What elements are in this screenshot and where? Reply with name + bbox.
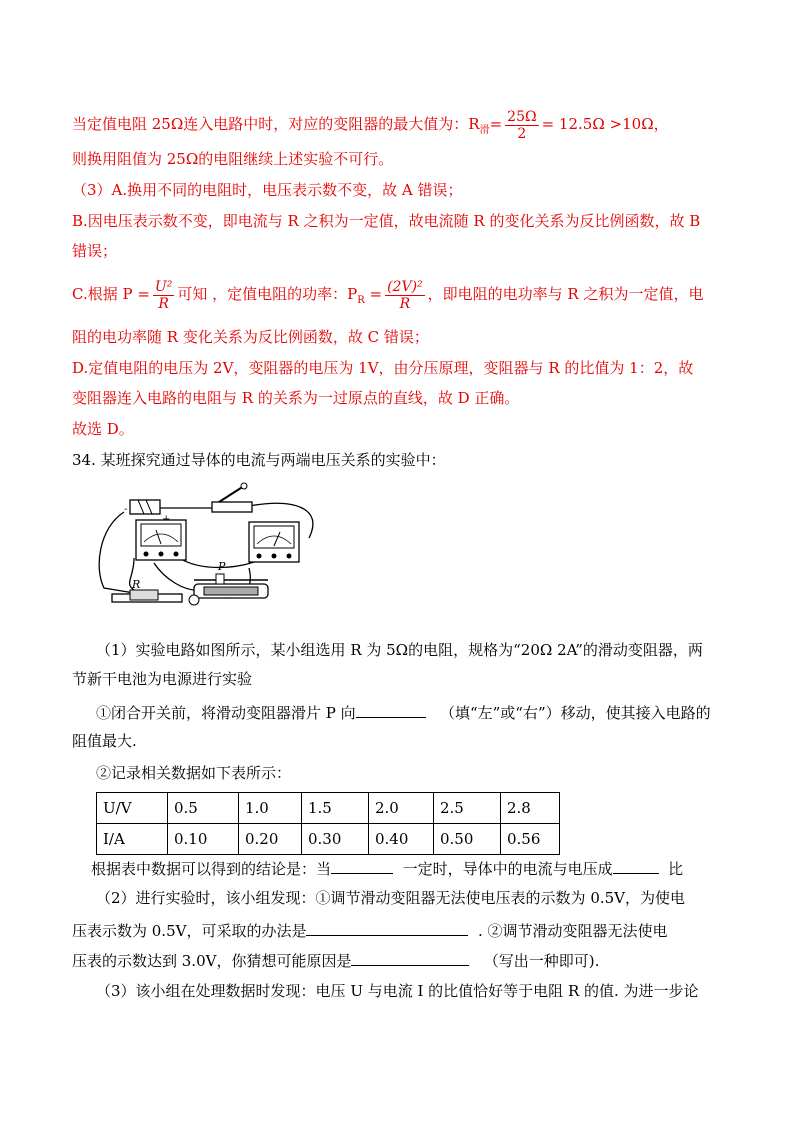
- voltmeter: [249, 522, 299, 562]
- fraction-numerator: U²: [154, 278, 173, 295]
- text: 比: [668, 860, 684, 878]
- answer-line-10: 故选 D。: [72, 420, 134, 438]
- slider-label: P: [218, 560, 226, 573]
- table-cell: 0.50: [434, 824, 501, 855]
- answer-text: C.根据 P =: [72, 285, 150, 303]
- fraction: [505, 109, 538, 142]
- fraction-denominator: R: [158, 295, 169, 312]
- resistor-label: R: [132, 578, 141, 591]
- table-cell: 0.40: [369, 824, 434, 855]
- answer-line-1: [72, 106, 669, 149]
- equals: =: [489, 115, 503, 133]
- conclusion-line: [91, 857, 683, 879]
- subscript: 滑: [479, 125, 490, 136]
- answer-line-8: D.定值电阻的电压为 2V，变阻器的电压为 1V，由分压原理，变阻器与 R 的比值为 1：2，故: [72, 359, 694, 377]
- table-row: [97, 793, 560, 824]
- table-cell: 1.0: [239, 793, 302, 824]
- table-cell: 2.5: [434, 793, 501, 824]
- text: 压表的示数达到 3.0V，你猜想可能原因是: [72, 952, 352, 970]
- part-1-line-5: ②记录相关数据如下表所示：: [96, 764, 292, 782]
- answer-text: = 12.5Ω >10Ω，: [541, 115, 669, 133]
- part-1-line-2: 节新干电池为电源进行实验: [72, 670, 253, 688]
- answer-line-3: （3）A.换用不同的电阻时，电压表示数不变，故 A 错误；: [72, 181, 463, 199]
- switch: [212, 483, 252, 512]
- table-cell: 0.5: [168, 793, 239, 824]
- fraction-numerator: (2V)²: [387, 278, 423, 295]
- answer-line-6: [72, 274, 704, 321]
- fraction: [385, 279, 425, 312]
- table-cell: 1.5: [302, 793, 369, 824]
- fraction-denominator: 2: [517, 125, 527, 142]
- table-cell: I/A: [97, 824, 168, 855]
- table-cell: 0.56: [501, 824, 560, 855]
- table-cell: 2.0: [369, 793, 434, 824]
- answer-blank-reason[interactable]: [351, 949, 469, 966]
- fraction: [153, 279, 174, 312]
- answer-text: 可知 ，定值电阻的功率：P: [177, 285, 358, 303]
- subscript: R: [357, 295, 365, 306]
- part-1-line-4: 阻值最大.: [72, 732, 137, 750]
- part-3-line-1: （3）该小组在处理数据时发现：电压 U 与电流 I 的比值恰好等于电阻 R 的值. 为进一步论: [96, 982, 699, 1000]
- answer-line-4: B.因电压表示数不变，即电流与 R 之积为一定值，故电流随 R 的变化关系为反比例函数，故 B: [72, 212, 701, 230]
- part-2-line-2: [72, 919, 668, 941]
- answer-line-7: 阻的电功率随 R 变化关系为反比例函数，故 C 错误；: [72, 328, 429, 346]
- answer-blank-method[interactable]: [306, 919, 468, 936]
- answer-line-9: 变阻器连入电路的电阻与 R 的关系为一过原点的直线，故 D 正确。: [72, 389, 520, 407]
- table-cell: U/V: [97, 793, 168, 824]
- data-table: [96, 792, 560, 855]
- text: 根据表中数据可以得到的结论是：当: [91, 860, 332, 878]
- table-cell: 2.8: [501, 793, 560, 824]
- text: 压表示数为 0.5V，可采取的办法是: [72, 922, 307, 940]
- text: （填“左”或“右”）移动，使其接入电路的: [439, 704, 711, 722]
- part-1-line-1: （1）实验电路如图所示，某小组选用 R 为 5Ω的电阻，规格为“20Ω 2A”的滑动变阻器，两: [96, 641, 703, 659]
- table-cell: 0.30: [302, 824, 369, 855]
- answer-blank-direction[interactable]: [356, 701, 426, 718]
- fraction-denominator: R: [399, 295, 411, 312]
- answer-blank-relation[interactable]: [613, 857, 659, 874]
- circuit-diagram: [94, 478, 324, 618]
- equals: =: [364, 285, 383, 303]
- table-cell: 0.20: [239, 824, 302, 855]
- answer-line-2: 则换用阻值为 25Ω的电阻继续上述实验不可行。: [72, 150, 394, 168]
- part-2-line-3: [72, 949, 599, 971]
- question-34-title: 34. 某班探究通过导体的电流与两端电压关系的实验中：: [72, 451, 446, 469]
- ammeter: [136, 520, 186, 560]
- answer-text: ，即电阻的电功率与 R 之积为一定值，电: [427, 285, 704, 303]
- answer-line-5: 错误；: [72, 242, 118, 260]
- text: （写出一种即可).: [483, 952, 600, 970]
- part-1-line-3: [96, 701, 711, 723]
- minus-label: -: [124, 504, 128, 515]
- text: . ②调节滑动变阻器无法使电: [478, 922, 668, 940]
- answer-blank-condition[interactable]: [331, 857, 393, 874]
- text: 一定时，导体中的电流与电压成: [402, 860, 613, 878]
- fraction-numerator: 25Ω: [507, 108, 537, 125]
- table-cell: 0.10: [168, 824, 239, 855]
- text: ①闭合开关前，将滑动变阻器滑片 P 向: [96, 704, 356, 722]
- table-row: [97, 824, 560, 855]
- answer-text: 当定值电阻 25Ω连入电路中时，对应的变阻器的最大值为：R: [72, 115, 480, 133]
- wire: [99, 512, 134, 593]
- part-2-line-1: （2）进行实验时，该小组发现：①调节滑动变阻器无法使电压表的示数为 0.5V，为使电: [96, 889, 686, 907]
